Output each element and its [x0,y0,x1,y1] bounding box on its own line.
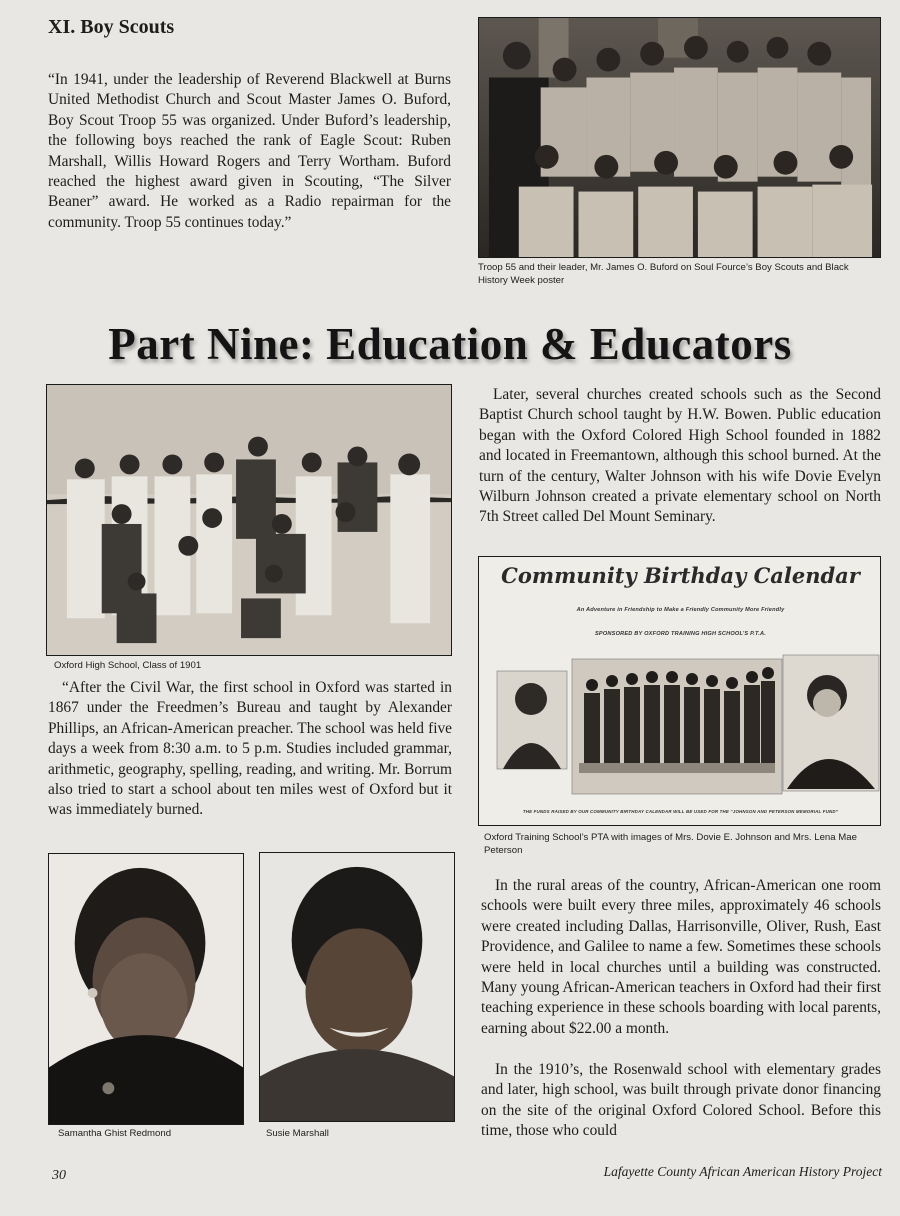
class-1901-caption: Oxford High School, Class of 1901 [54,660,202,671]
rosenwald-paragraph: In the 1910’s, the Rosenwald school with elementary grades and later, high school, was built through private donor financing on the site of the original Oxford Colored School. Before this time, those who could [481,1061,881,1140]
marshall-caption: Susie Marshall [266,1128,329,1139]
page-number: 30 [52,1168,66,1183]
rural-schools-paragraph: In the rural areas of the country, African-American one room schools were built every three miles, approximately 46 schools were created including Dallas, Harrisonville, Oliver, Rush, East Providence, and Galilee to name a few. Sometimes these schools were held in local churches until a building was constructed. Many young African-American teachers in Oxford had their first teaching experience in these schools boarding with local parents, earning about $22.00 a month. [481,877,881,1037]
calendar-heading: Community Birthday Calendar [501,563,860,588]
section-title: XI. Boy Scouts [48,16,175,38]
civil-war-paragraph: “After the Civil War, the first school in Oxford was started in 1867 under the Freedmen’s Bureau and taught by Alexander Phillips, an African-American preacher. The school was held five days a week from 8:30 a.m. to 5 p.m. Studies included grammar, arithmetic, geography, spelling, reading, and writing. Mr. Borrum also tried to start a school about ten miles west of Oxford but it was immediately burned. [48,679,452,819]
marshall-portrait [259,852,455,1122]
troop-55-photo [478,17,881,258]
calendar-footnote: THE FUNDS RAISED BY OUR COMMUNITY BIRTHDAY CALENDAR WILL BE USED FOR THE “JOHNSON AND PETERSON MEMORIAL FUND” [522,809,839,814]
part-title: Part Nine: Education & Educators [108,319,792,369]
calendar-tagline: An Adventure in Friendship to Make a Friendly Community More Friendly [576,607,785,613]
community-calendar-image [478,556,881,826]
calendar-caption: Oxford Training School’s PTA with images of Mrs. Dovie E. Johnson and Mrs. Lena Mae Peterson [484,832,857,856]
redmond-portrait [48,853,244,1125]
boy-scouts-paragraph: “In 1941, under the leadership of Reverend Blackwell at Burns United Methodist Church and Scout Master James O. Buford, Boy Scout Troop 55 was organized. Under Buford’s leadership, the following boys reached the rank of Eagle Scout: Ruben Marshall, Willis Howard Rogers and Terry Wortham. Buford reached the highest award given in Scouting, “The Silver Beaner” award. He worked as a Radio repairman for the community. Troop 55 continues today.” [48,71,451,231]
publication-title: Lafayette County African American History Project [603,1164,882,1179]
troop-55-caption: Troop 55 and their leader, Mr. James O. Buford on Soul Fource’s Boy Scouts and Black History Week poster [478,262,849,286]
class-1901-photo [46,384,452,656]
churches-paragraph: Later, several churches created schools such as the Second Baptist Church school taught by H.W. Bowen. Public education began with the Oxford Colored High School founded in 1882 and located in Freemantown, although this school burned. At the turn of the century, Walter Johnson with his wife Dovie Evelyn Wilburn Johnson created a private elementary school on North 7th Street called Del Mount Seminary. [479,386,881,526]
redmond-caption: Samantha Ghist Redmond [58,1128,172,1139]
calendar-sponsor: SPONSORED BY OXFORD TRAINING HIGH SCHOOL’S P.T.A. [595,631,766,637]
